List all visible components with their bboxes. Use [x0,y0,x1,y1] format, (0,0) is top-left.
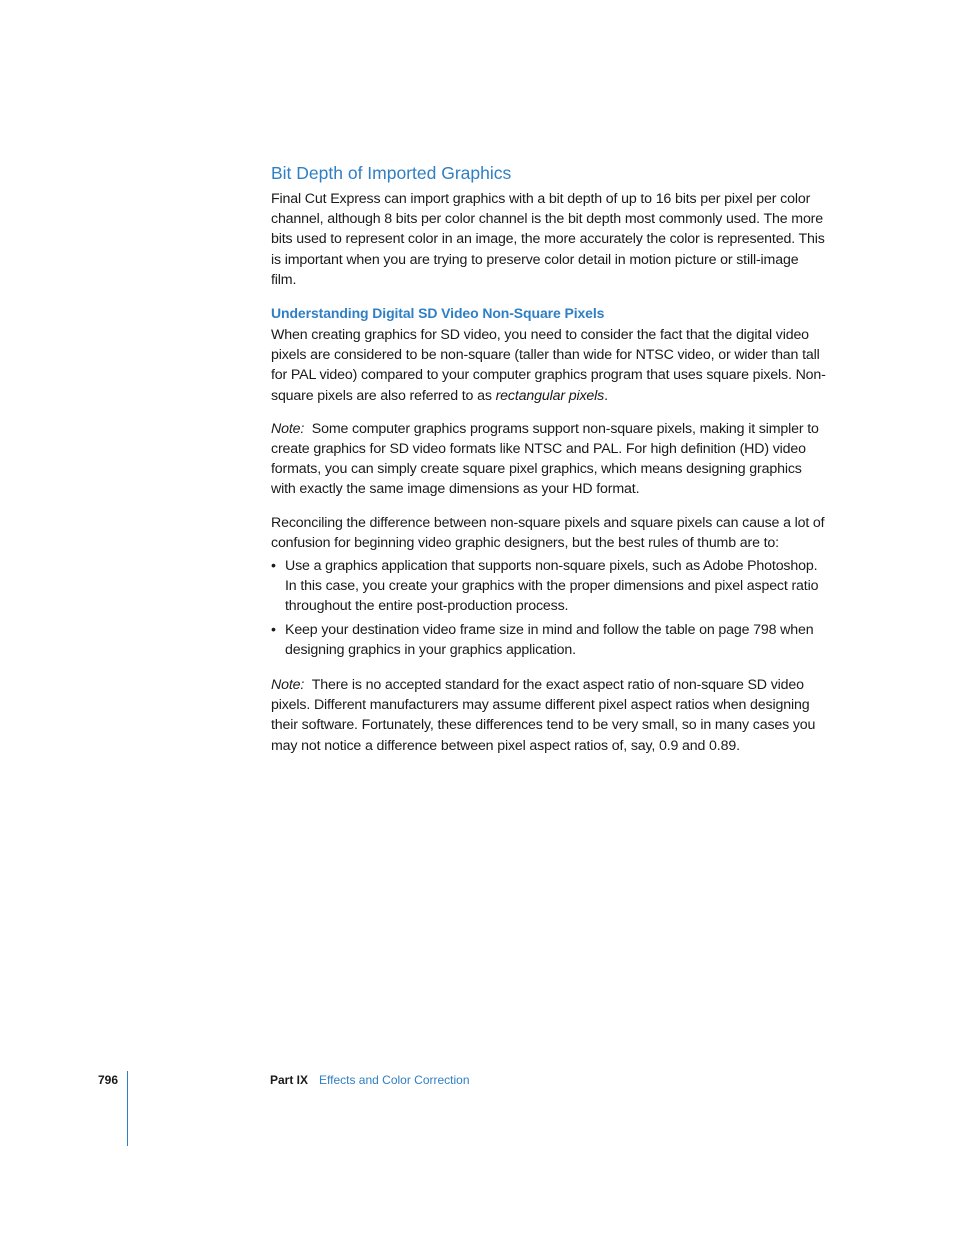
reconcile-paragraph: Reconciling the difference between non-square pixels and square pixels can cause a lot of confusion for beginning video graphic designers, but the best rules of thumb are to: [271,514,825,551]
subsection-paragraph [271,325,827,406]
section-heading: Bit Depth of Imported Graphics [271,163,512,183]
list-item [271,556,827,617]
subsection-heading: Understanding Digital SD Video Non-Square Pixels [271,305,605,322]
bullet-dot: • [271,622,276,639]
bullet-text: Use a graphics application that supports non-square pixels, such as Adobe Photoshop. In this case, you create your graphics with the proper dimensions and pixel aspect ratio throughout the entire post-production process. [285,558,819,615]
subsection-paragraph-emphasis: rectangular pixels [495,387,605,404]
list-item [271,620,827,660]
section-paragraph: Final Cut Express can import graphics with a bit depth of up to 16 bits per pixel per color channel, although 8 bits per color channel is the bit depth most commonly used. The more bits used to represent color in an image, the more accurately the color is represented. This is important when you are trying to preserve color detail in motion picture or still-image film. [271,191,825,288]
part-label: Part IX [270,1073,309,1087]
bullet-dot: • [271,558,276,575]
note-1-text: Some computer graphics programs support non-square pixels, making it simpler to create graphics for SD video formats like NTSC and PAL. For high definition (HD) video formats, you can simply create square pixel graphics, which means designing graphics with exactly the same image dimensions as your HD format. [271,420,819,498]
page-footer [0,1071,954,1101]
note-2-text: There is no accepted standard for the exact aspect ratio of non-square SD video pixels. Different manufacturers may assume different pixel aspect ratios when designing their software. Fortunately, these differences tend to be very small, so in many cases you may not notice a difference between pixel aspect ratios of, say, 0.9 and 0.89. [271,677,816,754]
note-2 [271,675,827,756]
spacer [271,500,827,513]
note-2-label: Note: [271,677,305,694]
spacer [271,406,827,419]
spacer [271,664,827,675]
footer-divider [127,1071,128,1146]
page-number: 796 [98,1073,119,1087]
part-title: Effects and Color Correction [319,1073,470,1087]
note-1-label: Note: [271,420,305,437]
subsection-paragraph-start: When creating graphics for SD video, you need to consider the fact that the digital video pixels are considered to be non-square (taller than wide for NTSC video, or wider than tall for PAL video) compared to your computer graphics program that uses square pixels. Non-square pixels are also referred to as [271,327,826,404]
subsection-paragraph-end: . [604,387,608,404]
note-1 [271,419,827,500]
spacer [271,290,827,303]
bullet-list [271,556,827,661]
page-content [271,160,827,756]
bullet-text: Keep your destination video frame size in mind and follow the table on page 798 when designing graphics in your graphics application. [285,622,814,659]
